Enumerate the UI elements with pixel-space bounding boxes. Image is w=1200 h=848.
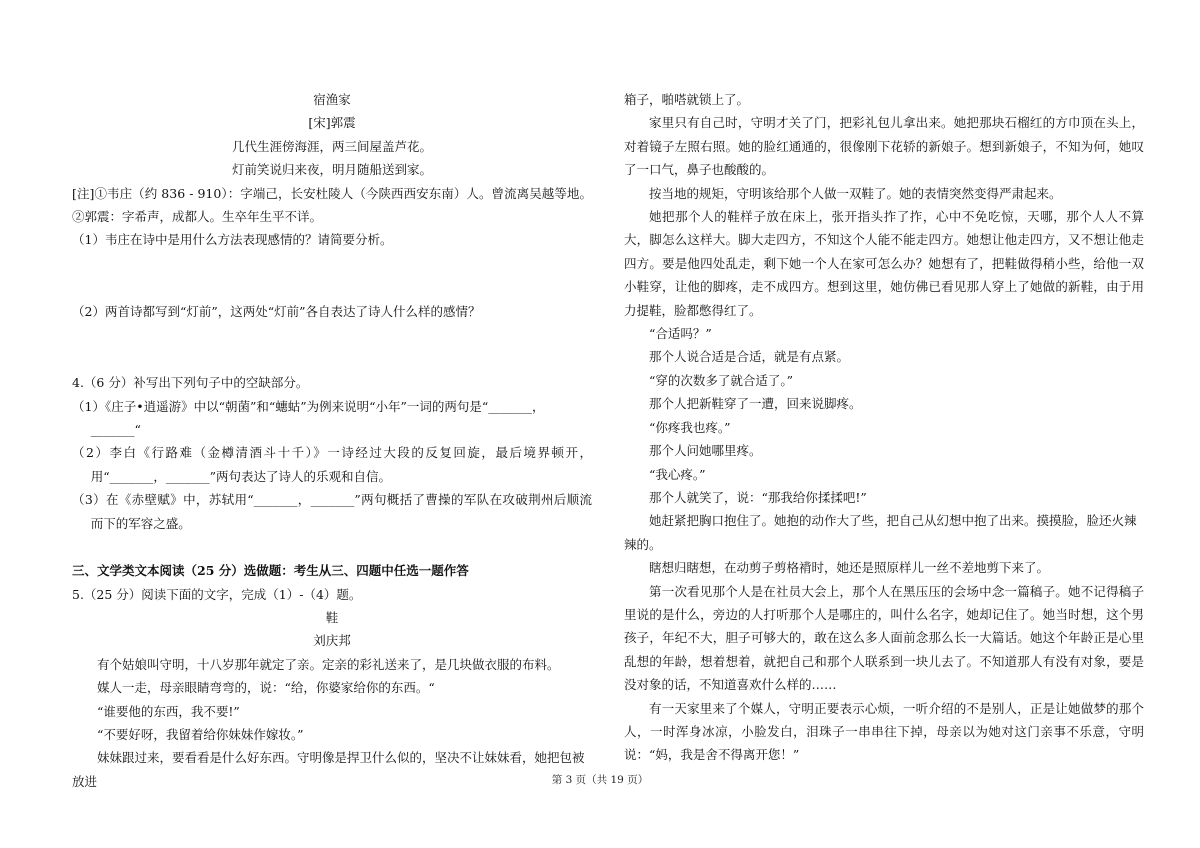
left-column xyxy=(72,88,592,793)
story-paragraph: 那个人就笑了，说：“那我给你揉揉吧!” xyxy=(649,489,867,505)
answer-space xyxy=(72,323,592,371)
story-paragraph: 家里只有自己时，守明才关了门，把彩礼包儿拿出来。她把那块石榴红的方巾顶在头上，对着镜子左照右照。她的脸红通通的，很像刚下花轿的新娘子。想到新娘子，不知为何，她叹了一口气，鼻子也酸酸的。 xyxy=(624,115,1144,178)
poem-title: 宿渔家 xyxy=(313,92,351,107)
question-2: （2）两首诗都写到“灯前”，这两处“灯前”各自表达了诗人什么样的感情？ xyxy=(72,303,481,319)
question-1: （1）韦庄在诗中是用什么方法表现感情的？请简要分析。 xyxy=(72,232,393,248)
poem-line: 灯前笑说归来夜，明月随船送到家。 xyxy=(231,162,432,178)
story-paragraph: “不要好呀，我留着给你妹妹作嫁妆。” xyxy=(97,726,304,742)
poem-line: 几代生涯傍海涯，两三间屋盖芦花。 xyxy=(231,138,432,154)
question-4-item: （2）李白《行路难（金樽清酒斗十千）》一诗经过大段的反复回旋，最后境界顿开，用“_______，_______”两句表达了诗人的乐观和自信。 xyxy=(72,445,592,484)
right-column xyxy=(624,88,1144,767)
story-paragraph: “谁要他的东西，我不要!” xyxy=(97,703,240,719)
section-heading: 三、文学类文本阅读（25 分）选做题：考生从三、四题中任选一题作答 xyxy=(72,563,469,579)
poem-author: [宋]郭震 xyxy=(308,115,356,131)
story-paragraph: 那个人问她哪里疼。 xyxy=(649,443,762,459)
story-paragraph: 妹妹跟过来，要看看是什么好东西。守明像是捍卫什么似的，坚决不让妹妹看，她把包被放进 xyxy=(72,750,585,789)
story-paragraph: 第一次看见那个人是在社员大会上，那个人在黑压压的会场中念一篇稿子。她不记得稿子里说的是什么，旁边的人打听那个人是哪庄的，叫什么名字，她却记住了。她当时想，这个男孩子，年纪不大，胆子可够大的，敢在这么多人面前念那么长一大篇话。她这个年龄正是心里乱想的年龄，想着想着，就把自己和那个人联系到一块儿去了。不知道那人有没有对象，要是没对象的话，不知道喜欢什么样的…… xyxy=(624,583,1144,693)
story-paragraph: 她把那个人的鞋样子放在床上，张开指头拃了拃，心中不免吃惊，天哪，那个人人不算大，脚怎么这样大。脚大走四方，不知这个人能不能走四方。她想让他走四方，又不想让他走四方。要是他四处乱走，剩下她一个人在家可怎么办？她想有了，把鞋做得稍小些，给他一双小鞋穿，让他的脚疼，走不成四方。想到这里，她仿佛已看见那人穿上了她做的新鞋，由于用力提鞋，脸都憋得红了。 xyxy=(624,209,1144,318)
story-paragraph: 有个姑娘叫守明，十八岁那年就定了亲。定亲的彩礼送来了，是几块做衣服的布料。 xyxy=(97,656,560,672)
answer-space xyxy=(72,252,592,300)
question-4-item: （1）《庄子•逍遥游》中以“朝菌”和“蟪蛄”为例来说明“小年”一词的两句是“_______，_______“ xyxy=(72,398,545,438)
story-paragraph: 瞎想归瞎想，在动剪子剪格褙时，她还是照原样儿一丝不差地剪下来了。 xyxy=(649,560,1050,576)
dialogue-line: “我心疼。” xyxy=(649,466,706,482)
story-author: 刘庆邦 xyxy=(313,633,351,649)
story-title: 鞋 xyxy=(325,609,339,625)
story-paragraph: 箱子，啪嗒就锁上了。 xyxy=(624,92,750,107)
story-paragraph: 那个人把新鞋穿了一遭，回来说脚疼。 xyxy=(649,396,862,412)
story-paragraph: 媒人一走，母亲眼睛弯弯的，说：“给，你婆家给你的东西。“ xyxy=(97,680,435,696)
section-gap xyxy=(72,535,592,559)
dialogue-line: “穿的次数多了就合适了。” xyxy=(649,372,794,388)
dialogue-line: “你疼我也疼。” xyxy=(649,419,731,435)
dialogue-line: “合适吗？” xyxy=(649,326,712,342)
page-footer: 第 3 页（共 19 页） xyxy=(551,774,649,786)
poem-note: [注]①韦庄（约 836 - 910）：字端己，长安杜陵人（今陕西西安东南）人。曾流离吴越等地。②郭震：字希声，成都人。生卒年生平不详。 xyxy=(72,185,592,225)
question-5-heading: 5.（25 分）阅读下面的文字，完成（1）-（4）题。 xyxy=(72,586,362,602)
question-4-heading: 4.（6 分）补写出下列句子中的空缺部分。 xyxy=(72,375,309,391)
story-paragraph: 她赶紧把胸口抱住了。她抱的动作大了些，把自己从幻想中抱了出来。摸摸脸，脸还火辣辣的。 xyxy=(624,513,1137,552)
story-paragraph: 那个人说合适是合适，就是有点紧。 xyxy=(649,349,850,365)
story-paragraph: 有一天家里来了个媒人，守明正要表示心烦，一听介绍的不是别人，正是让她做梦的那个人，一时浑身冰凉，小脸发白，泪珠子一串串往下掉，母亲以为她对这门亲事不乐意，守明说：“妈，我是舍不得离开您！” xyxy=(624,700,1144,763)
question-4-item: （3）在《赤壁赋》中，苏轼用“_______，_______”两句概括了曹操的军队在攻破荆州后顺流而下的军容之盛。 xyxy=(72,492,592,531)
story-paragraph: 按当地的规矩，守明该给那个人做一双鞋了。她的表情突然变得严肃起来。 xyxy=(649,185,1062,201)
